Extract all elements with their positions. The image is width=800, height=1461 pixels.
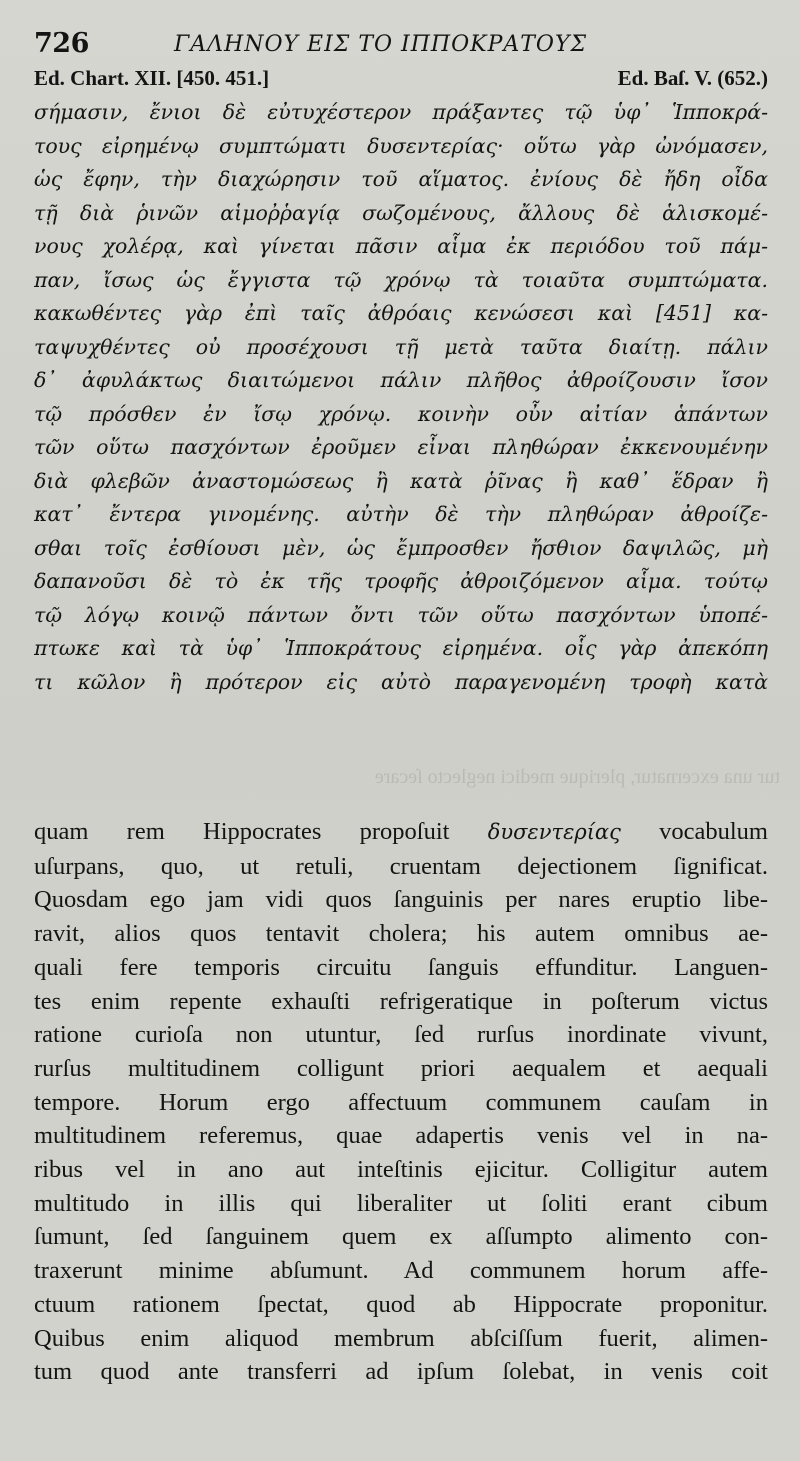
- latin-line: [34, 883, 768, 917]
- greek-line: νους χολέρᾳ, καὶ γίνεται πᾶσιν αἷμα ἐκ περιόδου τοῦ πάμ-: [34, 234, 768, 258]
- greek-line: σθαι τοῖς ἐσθίουσι μὲν, ὡς ἔμπροσθεν ἤσθιον δαψιλῶς, μὴ: [34, 535, 768, 560]
- latin-segment: ctuum rationem ſpectat, quod ab Hippocrate proponitur.: [34, 1290, 768, 1318]
- latin-line: [34, 1322, 768, 1356]
- greek-line: τῶν οὕτω πασχόντων ἐροῦμεν εἶναι πληθώραν ἐκκενουμένην: [34, 435, 768, 459]
- latin-translation-block: [34, 815, 768, 1389]
- latin-line: [34, 1153, 768, 1187]
- latin-segment: Quosdam ego jam vidi quos ſanguinis per nares eruptio libe-: [34, 886, 768, 914]
- latin-line: [34, 815, 768, 850]
- latin-segment: tum quod ante transferri ad ipſum ſolebat, in venis coit: [34, 1358, 768, 1386]
- greek-line: τῇ διὰ ῥινῶν αἱμοῤῥαγίᾳ σωζομένους, ἄλλους δὲ ἁλισκομέ-: [34, 200, 768, 225]
- greek-line: διὰ φλεβῶν ἀναστομώσεως ἢ κατὰ ῥῖνας ἢ καθ᾽ ἕδραν ἢ: [34, 468, 768, 493]
- latin-line: [34, 1086, 768, 1120]
- edition-reference-line: [34, 66, 768, 96]
- latin-segment: ravit, alios quos tentavit cholera; his autem omnibus ae-: [34, 920, 768, 948]
- latin-line: [34, 1187, 768, 1221]
- greek-line: κατ᾽ ἔντερα γινομένης. αὐτὴν δὲ τὴν πληθώραν ἀθροίζε-: [34, 502, 768, 526]
- latin-line: [34, 1288, 768, 1322]
- page-number: 726: [34, 28, 89, 59]
- greek-text-block: [34, 96, 768, 699]
- greek-line: πτωκε καὶ τὰ ὑφ᾽ Ἱπποκράτους εἰρημένα. οἷς γὰρ ἀπεκόπη: [34, 636, 768, 660]
- latin-line: [34, 850, 768, 884]
- latin-segment: ribus vel in ano aut inteſtinis ejicitur. Colligitur autem: [34, 1156, 768, 1184]
- greek-line: τους εἰρημένῳ συμπτώματι δυσεντερίας· οὕτω γὰρ ὠνόμασεν,: [34, 133, 768, 158]
- greek-line: ταψυχθέντες οὐ προσέχουσι τῇ μετὰ ταῦτα διαίτῃ. πάλιν: [34, 334, 768, 359]
- latin-segment: vocabulum: [620, 818, 768, 845]
- latin-line: [34, 1052, 768, 1086]
- latin-segment: Quibus enim aliquod membrum abſciſſum fuerit, alimen-: [34, 1324, 768, 1352]
- latin-segment: multitudinem referemus, quae adapertis venis vel in na-: [34, 1122, 768, 1150]
- latin-line: [34, 1119, 768, 1153]
- latin-segment: uſurpans, quo, ut retuli, cruentam dejectionem ſignificat.: [34, 852, 768, 880]
- latin-segment: tempore. Horum ergo affectuum communem cauſam in: [34, 1088, 768, 1116]
- running-head: [34, 28, 768, 66]
- latin-segment: tes enim repente exhauſti refrigeratique in poſterum victus: [34, 987, 768, 1015]
- latin-line: [34, 951, 768, 985]
- latin-line: [34, 1018, 768, 1052]
- greek-line: δαπανοῦσι δὲ τὸ ἐκ τῆς τροφῆς ἀθροιζόμενον αἷμα. τούτῳ: [34, 569, 768, 593]
- latin-line: [34, 1355, 768, 1389]
- edition-chartier-reference: Ed. Chart. XII. [450. 451.]: [34, 66, 270, 90]
- latin-segment: traxerunt minime abſumunt. Ad communem horum affe-: [34, 1257, 768, 1285]
- latin-segment: quali fere temporis circuitu ſanguis effunditur. Languen-: [34, 953, 768, 981]
- greek-term: δυσεντερίας: [487, 820, 621, 844]
- greek-line: τι κῶλον ἢ πρότερον εἰς αὐτὸ παραγενομένη τροφὴ κατὰ: [34, 669, 768, 694]
- greek-line: τῷ πρόσθεν ἐν ἴσῳ χρόνῳ. κοινὴν οὖν αἰτίαν ἁπάντων: [34, 401, 768, 426]
- greek-line: παν, ἴσως ὡς ἔγγιστα τῷ χρόνῳ τὰ τοιαῦτα συμπτώματα.: [34, 267, 768, 292]
- greek-line: τῷ λόγῳ κοινῷ πάντων ὄντι τῶν οὕτω πασχόντων ὑποπέ-: [34, 602, 768, 627]
- greek-line: σήμασιν, ἔνιοι δὲ εὐτυχέστερον πράξαντες τῷ ὑφ᾽ Ἱπποκρά-: [34, 100, 768, 124]
- edition-basel-reference: Ed. Baſ. V. (652.): [617, 66, 768, 90]
- greek-line: δ᾽ ἀφυλάκτως διαιτώμενοι πάλιν πλῆθος ἀθροίζουσιν ἴσον: [34, 368, 768, 392]
- latin-segment: ratione curioſa non utuntur, ſed rurſus inordinate vivunt,: [34, 1021, 768, 1049]
- greek-line: κακωθέντες γὰρ ἐπὶ ταῖς ἀθρόαις κενώσεσι καὶ [451] κα-: [34, 301, 768, 325]
- latin-segment: ſumunt, ſed ſanguinem quem ex aſſumpto alimento con-: [34, 1223, 768, 1251]
- bleed-through-text: tur una excernatur, plerique medici neglecto ſecare: [374, 766, 780, 788]
- latin-line: [34, 1254, 768, 1288]
- latin-segment: quam rem Hippocrates propoſuit: [34, 818, 488, 845]
- running-title: ΓΑΛΗΝΟΥ ΕΙΣ ΤΟ ΙΠΠΟΚΡΑΤΟΥΣ: [174, 32, 588, 57]
- latin-line: [34, 1220, 768, 1254]
- latin-line: [34, 917, 768, 951]
- latin-line: [34, 985, 768, 1019]
- latin-segment: rurſus multitudinem colligunt priori aequalem et aequali: [34, 1054, 768, 1082]
- greek-line: ὡς ἔφην, τὴν διαχώρησιν τοῦ αἵματος. ἐνίους δὲ ἤδη οἶδα: [34, 167, 768, 191]
- latin-segment: multitudo in illis qui liberaliter ut ſoliti erant cibum: [34, 1189, 768, 1217]
